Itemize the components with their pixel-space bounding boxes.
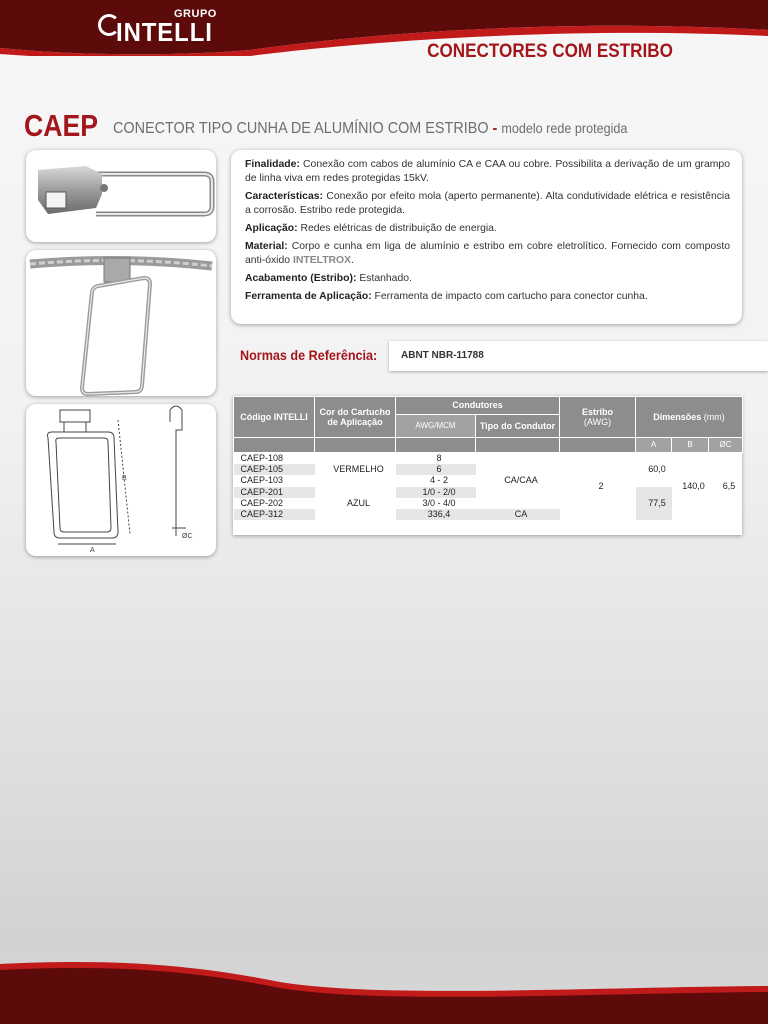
footer-bar bbox=[0, 960, 768, 1024]
estribo-header-text: Estribo bbox=[581, 406, 613, 417]
specs-table bbox=[233, 396, 742, 535]
logo-group-text: GRUPO bbox=[174, 8, 217, 20]
ferramenta-label: Ferramenta de Aplicação: bbox=[245, 291, 372, 303]
logo-brand-text: INTELLI bbox=[116, 17, 213, 47]
estribo-value: 2 bbox=[598, 481, 604, 491]
desc-aplicacao bbox=[245, 222, 730, 236]
intelli-logo bbox=[98, 6, 218, 46]
row-code: CAEP-108 bbox=[240, 453, 284, 463]
material-text: Corpo e cunha em liga de alumínio e estribo em cobre eletrolítico. Fornecido com composto anti-óxido bbox=[245, 241, 731, 266]
desc-material: Material: Corpo e cunha em liga de alumínio e estribo em cobre eletrolítico. Fornecido com composto anti-óxido INTELTROX. bbox=[245, 241, 731, 266]
dimensoes-header-text: Dimensões bbox=[653, 411, 702, 422]
col-header-estribo bbox=[560, 397, 636, 438]
ferramenta-text: Ferramenta de impacto com cartucho para conector cunha. bbox=[374, 291, 648, 303]
estribo-header-unit: (AWG) bbox=[583, 417, 612, 427]
technical-drawing bbox=[26, 404, 216, 556]
col-header-c: ØC bbox=[709, 438, 743, 453]
caracteristicas-text: Conexão por efeito mola (aperto permanente). Alta condutividade elétrica e resistência a corrosão. Estribo rede protegida. bbox=[245, 190, 730, 216]
col-header-condutores: Condutores bbox=[396, 397, 560, 415]
product-photo-connector bbox=[26, 150, 216, 242]
conductor-type-ca-caa: CA/CAA bbox=[504, 475, 538, 486]
desc-finalidade bbox=[245, 158, 730, 185]
product-photo-installed bbox=[26, 250, 216, 396]
col-header-blank-3 bbox=[396, 438, 476, 453]
table-row bbox=[234, 453, 743, 465]
desc-ferramenta bbox=[245, 290, 730, 304]
connector-photo-image bbox=[26, 150, 216, 242]
acabamento-label: Acabamento (Estribo): bbox=[245, 273, 357, 285]
description-box bbox=[231, 150, 742, 324]
row-awg: 6 bbox=[396, 464, 476, 475]
row-awg: 3/0 - 4/0 bbox=[422, 497, 456, 508]
conductor-type-ca: CA bbox=[476, 509, 560, 520]
desc-acabamento bbox=[245, 272, 730, 286]
row-code: CAEP-103 bbox=[240, 475, 284, 486]
row-code: CAEP-105 bbox=[234, 464, 315, 475]
reference-value: ABNT NBR-11788 bbox=[401, 350, 484, 361]
product-code: CAEP bbox=[24, 108, 99, 143]
row-code: CAEP-202 bbox=[240, 497, 284, 508]
dim-a-value-1: 60,0 bbox=[648, 464, 666, 475]
finalidade-text: Conexão com cabos de alumínio CA e CAA ou cobre. Possibilita a derivação de um grampo de linha viva em redes protegidas 15kV. bbox=[245, 159, 730, 184]
dim-b-value: 140,0 bbox=[682, 481, 705, 491]
col-header-blank-2 bbox=[315, 438, 396, 453]
reference-box bbox=[389, 341, 768, 371]
material-label: Material: bbox=[245, 241, 288, 253]
acabamento-text: Estanhado. bbox=[359, 273, 412, 285]
dimension-b-label: B bbox=[122, 475, 127, 482]
technical-drawing-image bbox=[26, 404, 216, 556]
aplicacao-label: Aplicação: bbox=[245, 222, 298, 234]
caracteristicas-label: Características: bbox=[245, 190, 323, 202]
cartridge-color-blue: AZUL bbox=[346, 497, 370, 508]
row-awg: 8 bbox=[436, 453, 442, 463]
desc-caracteristicas bbox=[245, 190, 730, 217]
product-name bbox=[113, 120, 627, 138]
row-awg: 336,4 bbox=[396, 509, 476, 520]
finalidade-label: Finalidade: bbox=[245, 159, 300, 170]
row-code: CAEP-201 bbox=[234, 487, 315, 498]
row-awg: 4 - 2 bbox=[429, 475, 448, 486]
col-header-cor: Cor do Cartucho de Aplicação bbox=[315, 397, 396, 438]
aplicacao-text: Redes elétricas de distribuição de energia. bbox=[300, 222, 497, 234]
dimension-a-label: A bbox=[90, 547, 95, 554]
dim-c-value: 6,5 bbox=[722, 481, 736, 491]
dimensoes-header-unit: (mm) bbox=[703, 411, 725, 422]
reference-label: Normas de Referência: bbox=[240, 347, 378, 363]
col-header-blank-4 bbox=[476, 438, 560, 453]
section-title: CONECTORES COM ESTRIBO bbox=[427, 41, 673, 62]
product-model: modelo rede protegida bbox=[501, 120, 628, 136]
col-header-blank-1 bbox=[234, 438, 315, 453]
col-header-tipo: Tipo do Condutor bbox=[476, 415, 560, 438]
dim-a-value-2: 77,5 bbox=[636, 487, 672, 521]
col-header-b: B bbox=[672, 438, 709, 453]
dimension-c-label: ØC bbox=[182, 533, 193, 540]
row-awg: 1/0 - 2/0 bbox=[396, 487, 476, 498]
product-name-separator: - bbox=[488, 120, 502, 137]
col-header-awg: AWG/MCM bbox=[396, 415, 476, 438]
material-brand: INTELTROX bbox=[292, 254, 352, 266]
col-header-a: A bbox=[636, 438, 672, 453]
col-header-blank-5 bbox=[560, 438, 636, 453]
col-header-dimensoes bbox=[636, 397, 743, 438]
installed-photo-image bbox=[26, 250, 216, 396]
product-name-text: CONECTOR TIPO CUNHA DE ALUMÍNIO COM ESTRIBO bbox=[113, 120, 489, 137]
col-header-codigo: Código INTELLI bbox=[234, 397, 315, 438]
cartridge-color-red: VERMELHO bbox=[333, 464, 384, 475]
row-code: CAEP-312 bbox=[234, 509, 315, 520]
